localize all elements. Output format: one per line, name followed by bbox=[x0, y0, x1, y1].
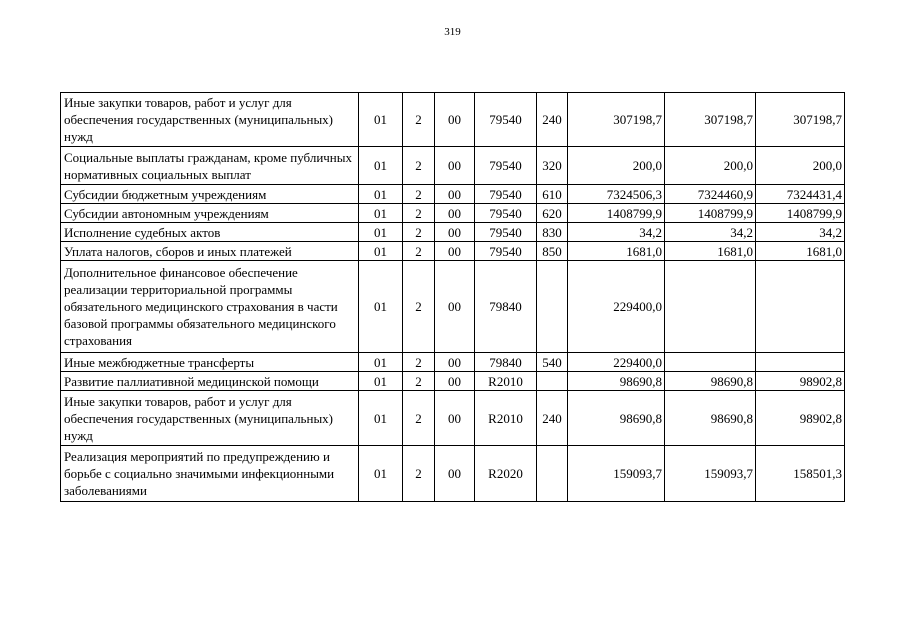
direction-code: R2020 bbox=[475, 446, 537, 502]
row-name: Исполнение судебных актов bbox=[61, 223, 359, 242]
amount-1: 7324506,3 bbox=[568, 185, 665, 204]
program-code: 2 bbox=[403, 185, 435, 204]
expense-type-code: 830 bbox=[537, 223, 568, 242]
subprogram-code: 00 bbox=[435, 242, 475, 261]
table-row bbox=[61, 391, 845, 446]
amount-3: 307198,7 bbox=[756, 93, 845, 147]
row-name: Иные закупки товаров, работ и услуг для обеспечения государственных (муниципальных) нужд bbox=[61, 93, 359, 147]
amount-3: 98902,8 bbox=[756, 372, 845, 391]
expense-type-code: 850 bbox=[537, 242, 568, 261]
table-row bbox=[61, 242, 845, 261]
program-code: 2 bbox=[403, 147, 435, 185]
amount-3 bbox=[756, 261, 845, 353]
expense-type-code: 620 bbox=[537, 204, 568, 223]
amount-3: 1681,0 bbox=[756, 242, 845, 261]
table-row bbox=[61, 223, 845, 242]
amount-1: 34,2 bbox=[568, 223, 665, 242]
amount-3: 158501,3 bbox=[756, 446, 845, 502]
direction-code: 79840 bbox=[475, 261, 537, 353]
subprogram-code: 00 bbox=[435, 372, 475, 391]
table-row bbox=[61, 372, 845, 391]
amount-1: 159093,7 bbox=[568, 446, 665, 502]
table-row bbox=[61, 204, 845, 223]
direction-code: R2010 bbox=[475, 391, 537, 446]
amount-2: 7324460,9 bbox=[665, 185, 756, 204]
section-code: 01 bbox=[359, 93, 403, 147]
amount-2: 200,0 bbox=[665, 147, 756, 185]
direction-code: 79540 bbox=[475, 204, 537, 223]
expense-type-code bbox=[537, 372, 568, 391]
table-row bbox=[61, 261, 845, 353]
direction-code: 79540 bbox=[475, 223, 537, 242]
subprogram-code: 00 bbox=[435, 185, 475, 204]
program-code: 2 bbox=[403, 242, 435, 261]
subprogram-code: 00 bbox=[435, 446, 475, 502]
expense-type-code: 540 bbox=[537, 353, 568, 372]
direction-code: 79840 bbox=[475, 353, 537, 372]
section-code: 01 bbox=[359, 372, 403, 391]
program-code: 2 bbox=[403, 223, 435, 242]
table-row bbox=[61, 147, 845, 185]
section-code: 01 bbox=[359, 204, 403, 223]
subprogram-code: 00 bbox=[435, 147, 475, 185]
section-code: 01 bbox=[359, 353, 403, 372]
program-code: 2 bbox=[403, 446, 435, 502]
program-code: 2 bbox=[403, 93, 435, 147]
page-number: 319 bbox=[444, 26, 461, 38]
amount-1: 200,0 bbox=[568, 147, 665, 185]
amount-2 bbox=[665, 261, 756, 353]
direction-code: 79540 bbox=[475, 185, 537, 204]
amount-1: 229400,0 bbox=[568, 261, 665, 353]
section-code: 01 bbox=[359, 391, 403, 446]
amount-1: 229400,0 bbox=[568, 353, 665, 372]
row-name: Субсидии бюджетным учреждениям bbox=[61, 185, 359, 204]
section-code: 01 bbox=[359, 446, 403, 502]
amount-3: 1408799,9 bbox=[756, 204, 845, 223]
direction-code: R2010 bbox=[475, 372, 537, 391]
row-name: Уплата налогов, сборов и иных платежей bbox=[61, 242, 359, 261]
amount-3: 200,0 bbox=[756, 147, 845, 185]
direction-code: 79540 bbox=[475, 147, 537, 185]
amount-1: 98690,8 bbox=[568, 391, 665, 446]
table-row bbox=[61, 353, 845, 372]
program-code: 2 bbox=[403, 391, 435, 446]
table-row bbox=[61, 93, 845, 147]
amount-1: 1408799,9 bbox=[568, 204, 665, 223]
amount-3: 98902,8 bbox=[756, 391, 845, 446]
expense-type-code: 240 bbox=[537, 93, 568, 147]
expense-type-code bbox=[537, 446, 568, 502]
row-name: Развитие паллиативной медицинской помощи bbox=[61, 372, 359, 391]
expense-type-code: 240 bbox=[537, 391, 568, 446]
program-code: 2 bbox=[403, 372, 435, 391]
direction-code: 79540 bbox=[475, 242, 537, 261]
subprogram-code: 00 bbox=[435, 93, 475, 147]
program-code: 2 bbox=[403, 204, 435, 223]
budget-table bbox=[60, 92, 845, 502]
row-name: Дополнительное финансовое обеспечение реализации территориальной программы обязательного медицинского страхования в части базовой программы обязательного медицинского страхования bbox=[61, 261, 359, 353]
amount-2: 1681,0 bbox=[665, 242, 756, 261]
amount-2: 34,2 bbox=[665, 223, 756, 242]
section-code: 01 bbox=[359, 185, 403, 204]
table-row bbox=[61, 185, 845, 204]
subprogram-code: 00 bbox=[435, 261, 475, 353]
amount-3: 34,2 bbox=[756, 223, 845, 242]
expense-type-code: 320 bbox=[537, 147, 568, 185]
section-code: 01 bbox=[359, 147, 403, 185]
amount-2: 307198,7 bbox=[665, 93, 756, 147]
amount-3 bbox=[756, 353, 845, 372]
section-code: 01 bbox=[359, 242, 403, 261]
subprogram-code: 00 bbox=[435, 223, 475, 242]
row-name: Реализация мероприятий по предупреждению и борьбе с социально значимыми инфекционными заболеваниями bbox=[61, 446, 359, 502]
amount-2: 98690,8 bbox=[665, 391, 756, 446]
section-code: 01 bbox=[359, 223, 403, 242]
expense-type-code bbox=[537, 261, 568, 353]
amount-2: 1408799,9 bbox=[665, 204, 756, 223]
amount-2 bbox=[665, 353, 756, 372]
program-code: 2 bbox=[403, 353, 435, 372]
expense-type-code: 610 bbox=[537, 185, 568, 204]
amount-1: 1681,0 bbox=[568, 242, 665, 261]
row-name: Субсидии автономным учреждениям bbox=[61, 204, 359, 223]
direction-code: 79540 bbox=[475, 93, 537, 147]
subprogram-code: 00 bbox=[435, 353, 475, 372]
amount-1: 307198,7 bbox=[568, 93, 665, 147]
subprogram-code: 00 bbox=[435, 391, 475, 446]
section-code: 01 bbox=[359, 261, 403, 353]
amount-3: 7324431,4 bbox=[756, 185, 845, 204]
amount-2: 98690,8 bbox=[665, 372, 756, 391]
table-row bbox=[61, 446, 845, 502]
amount-2: 159093,7 bbox=[665, 446, 756, 502]
row-name: Социальные выплаты гражданам, кроме публичных нормативных социальных выплат bbox=[61, 147, 359, 185]
program-code: 2 bbox=[403, 261, 435, 353]
row-name: Иные межбюджетные трансферты bbox=[61, 353, 359, 372]
row-name: Иные закупки товаров, работ и услуг для обеспечения государственных (муниципальных) нужд bbox=[61, 391, 359, 446]
amount-1: 98690,8 bbox=[568, 372, 665, 391]
subprogram-code: 00 bbox=[435, 204, 475, 223]
